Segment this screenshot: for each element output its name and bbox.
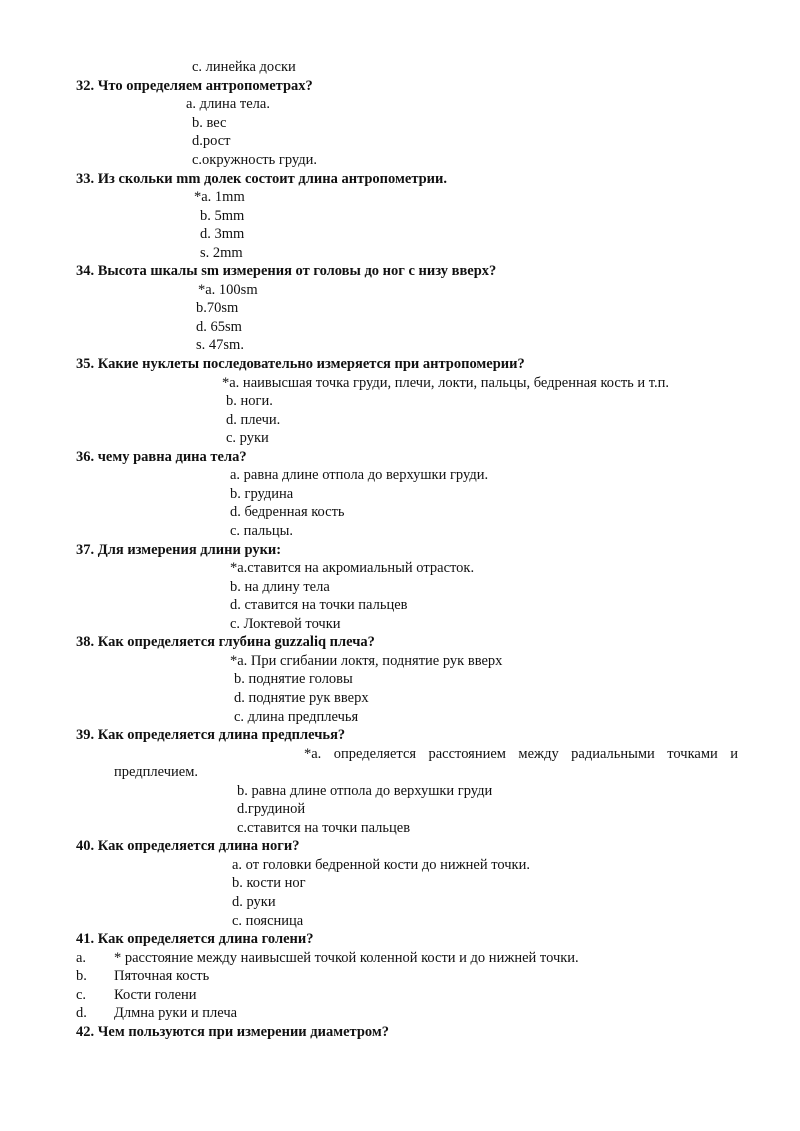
q32-option-d: d.рост (192, 133, 231, 149)
q41-marker-d: d. (76, 1005, 87, 1021)
q34-option-d: d. 65sm (196, 319, 242, 335)
q36-option-d: d. бедренная кость (230, 504, 345, 520)
q41-marker-c: c. (76, 987, 87, 1003)
q40-question: 40. Как определяется длина ноги? (76, 838, 300, 854)
q37-question: 37. Для измерения длини руки: (76, 542, 282, 558)
q39-option-d: d.грудиной (237, 801, 306, 817)
q34-option-a: *a. 100sm (198, 282, 258, 298)
q41-marker-b: b. (76, 968, 87, 984)
q39-option-b: b. равна длине отпола до верхушки груди (237, 783, 493, 799)
q38-option-b: b. поднятие головы (234, 671, 353, 687)
q33-option-d: d. 3mm (200, 226, 245, 242)
q42-question: 42. Чем пользуются при измерении диаметром? (76, 1024, 390, 1040)
q36-option-c: с. пальцы. (230, 523, 293, 539)
q39-option-a-line2: предплечием. (114, 764, 198, 780)
q39-option-c: с.ставится на точки пальцев (237, 820, 411, 836)
q40-option-d: d. руки (232, 894, 276, 910)
q35-option-b: b. ноги. (226, 393, 273, 409)
q34-option-s: s. 47sm. (196, 337, 244, 353)
q35-option-a: *a. наивысшая точка груди, плечи, локти, пальцы, бедренная кость и т.п. (222, 375, 670, 391)
q41-option-b: Пяточная кость (114, 968, 210, 984)
q39-question: 39. Как определяется длина предплечья? (76, 727, 346, 743)
q32-question: 32. Что определяем антропометрах? (76, 78, 313, 94)
q35-question: 35. Какие нуклеты последовательно измеряется при антропомерии? (76, 356, 525, 372)
q35-option-d: d. плечи. (226, 412, 281, 428)
q41-question: 41. Как определяется длина голени? (76, 931, 314, 947)
q37-option-b: b. на длину тела (230, 579, 330, 595)
q36-question: 36. чему равна дина тела? (76, 449, 247, 465)
q40-option-c: с. поясница (232, 913, 304, 929)
q33-option-s: s. 2mm (200, 245, 243, 261)
q41-marker-a: a. (76, 950, 87, 966)
q32-option-b: b. вес (192, 115, 227, 131)
q36-option-b: b. грудина (230, 486, 294, 502)
q35-option-c: с. руки (226, 430, 269, 446)
q41-option-c: Кости голени (114, 987, 197, 1003)
q38-question: 38. Как определяется глубина guzzaliq плеча? (76, 634, 375, 650)
q38-option-d: d. поднятие рук вверх (234, 690, 369, 706)
q34-option-b: b.70sm (196, 300, 239, 316)
q36-option-a: а. равна длине отпола до верхушки груди. (230, 467, 489, 483)
q33-option-b: b. 5mm (200, 208, 245, 224)
q31-option-c: с. линейка доски (192, 59, 296, 75)
q38-option-c: с. длина предплечья (234, 709, 359, 725)
q40-option-a: а. от головки бедренной кости до нижней точки. (232, 857, 530, 873)
q41-option-a: * расстояние между наивысшей точкой коленной кости и до нижней точки. (114, 950, 579, 966)
q40-option-b: b. кости ног (232, 875, 306, 891)
q38-option-a: *а. При сгибании локтя, поднятие рук вверх (230, 653, 503, 669)
q32-option-c: с.окружность груди. (192, 152, 317, 168)
q33-option-a: *a. 1mm (194, 189, 245, 205)
q39-option-a-line1: *а. определяется расстоянием между радиальными точками и (304, 746, 738, 762)
q41-option-d: Длмна руки и плеча (114, 1005, 238, 1021)
q32-option-a: а. длина тела. (186, 96, 270, 112)
q34-question: 34. Высота шкалы sm измерения от головы до ног с низу вверх? (76, 263, 497, 279)
q37-option-c: c. Локтевой точки (230, 616, 341, 632)
q37-option-d: d. ставится на точки пальцев (230, 597, 408, 613)
q33-question: 33. Из скольки mm долек состоит длина антропометрии. (76, 171, 448, 187)
q37-option-a: *а.ставится на акромиальный отрасток. (230, 560, 475, 576)
